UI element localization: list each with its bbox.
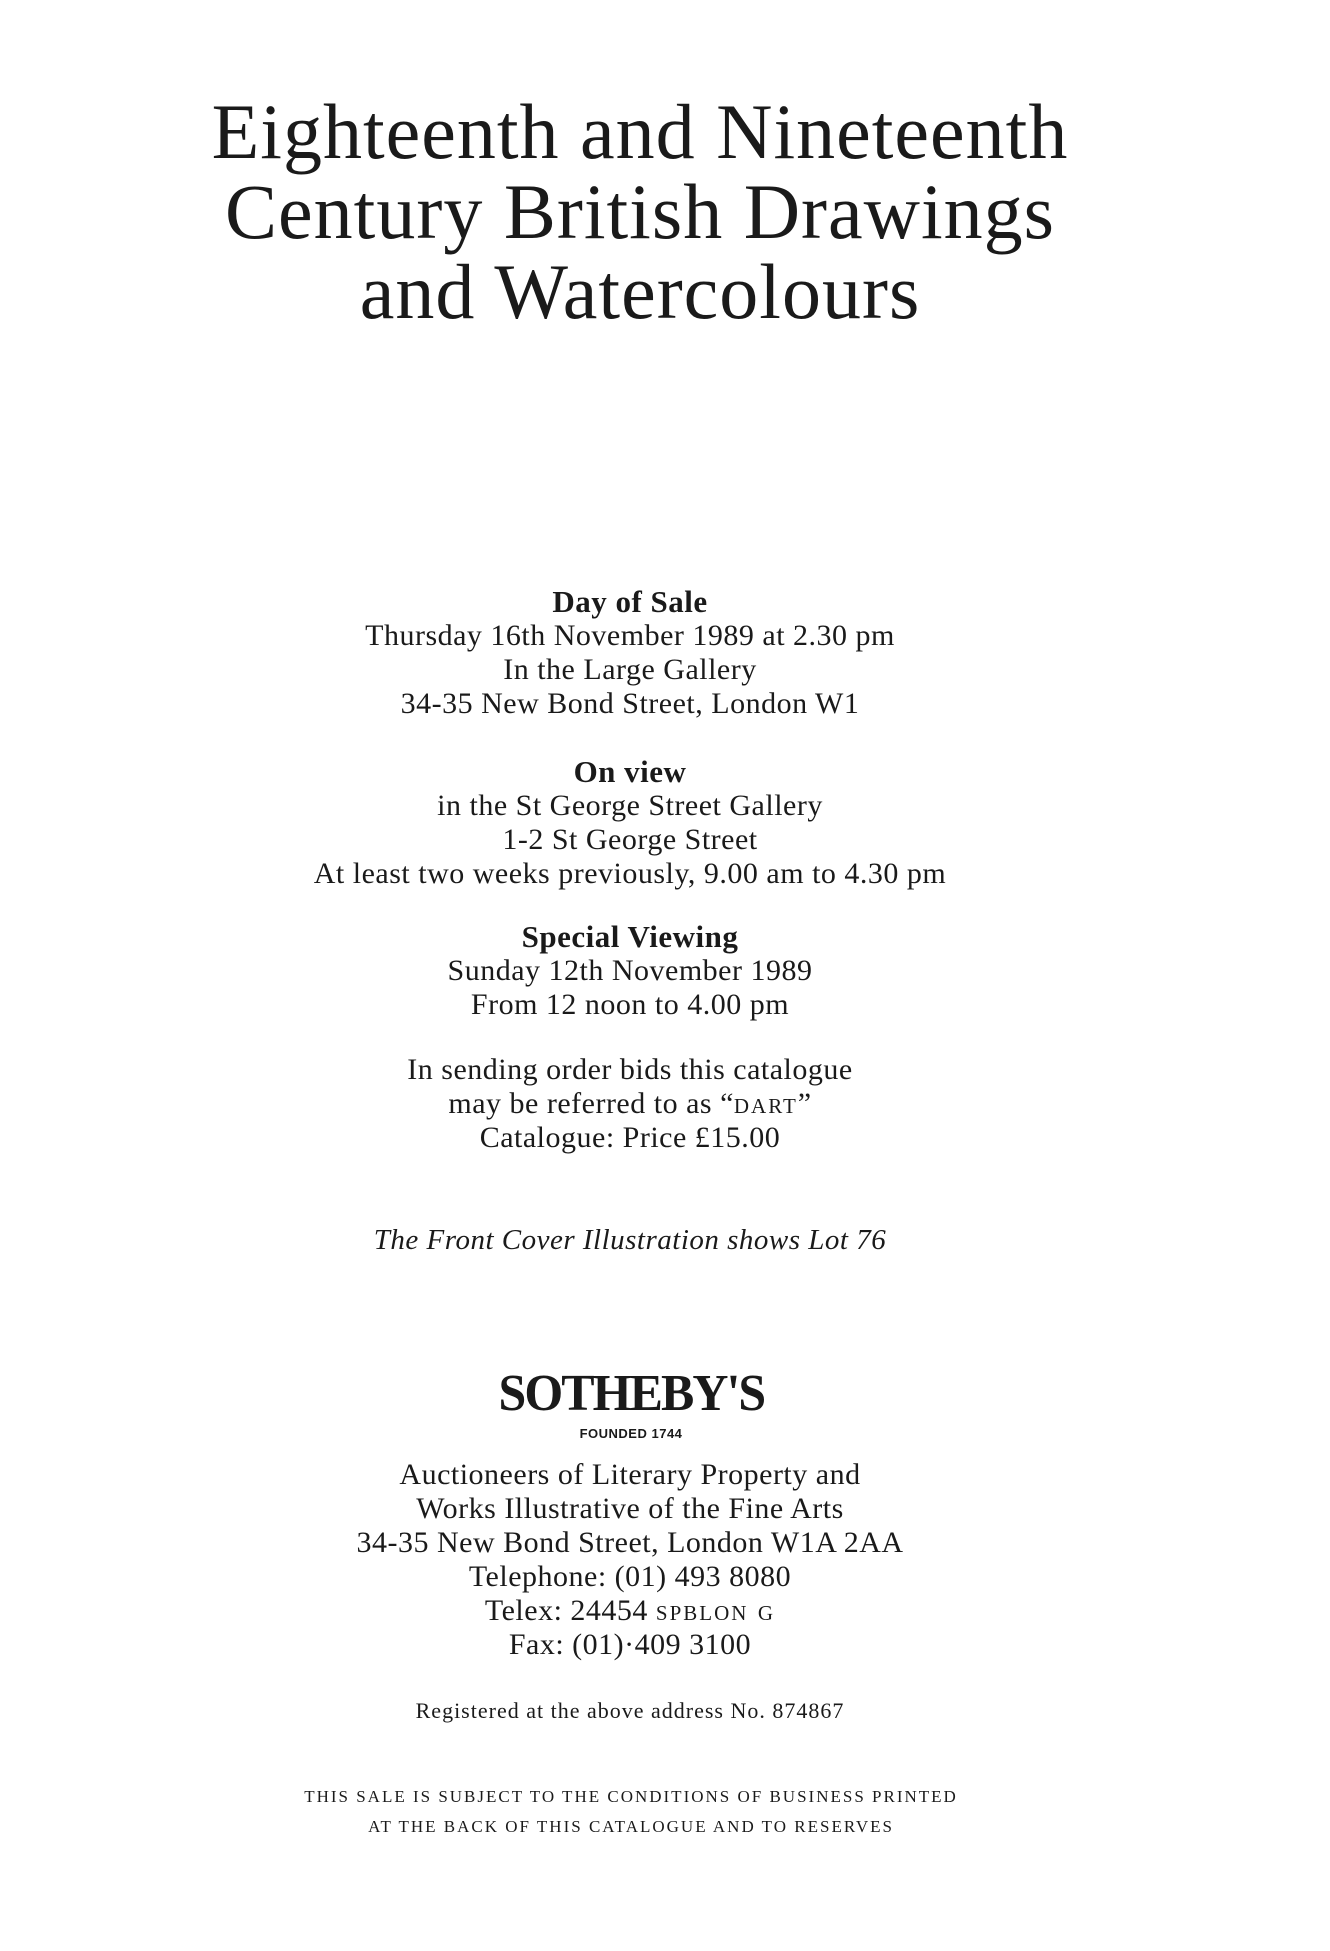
order-bids-line: In sending order bids this catalogue: [407, 1053, 853, 1086]
founded-text: FOUNDED 1744: [579, 1426, 683, 1441]
sale-date: Thursday 16th November 1989 at 2.30 pm: [365, 619, 895, 652]
view-gallery: in the St George Street Gallery: [437, 789, 823, 822]
on-view-heading: On view: [573, 754, 687, 789]
conditions-notice: [0, 1782, 1262, 1842]
conditions-line-2: AT THE BACK OF THIS CATALOGUE AND TO RESERVES: [368, 1817, 894, 1836]
catalogue-title: [0, 88, 1280, 335]
registration-section: [0, 1698, 1260, 1724]
cover-note-section: [0, 1223, 1260, 1257]
special-viewing-date: Sunday 12th November 1989: [447, 954, 813, 987]
sale-address: 34-35 New Bond Street, London W1: [400, 687, 860, 720]
title-line-1: Eighteenth and Nineteenth: [211, 88, 1069, 175]
registered-number: Registered at the above address No. 874867: [415, 1698, 845, 1723]
fax: Fax: (01)·409 3100: [508, 1628, 752, 1661]
special-viewing-heading: Special Viewing: [521, 919, 739, 954]
view-hours: At least two weeks previously, 9.00 am to 4.30 pm: [313, 857, 947, 890]
on-view-section: [0, 755, 1260, 891]
front-cover-note: The Front Cover Illustration shows Lot 76: [373, 1224, 887, 1256]
catalogue-code: dart: [733, 1087, 798, 1120]
order-bids-section: [0, 1053, 1260, 1155]
title-line-2: Century British Drawings: [225, 168, 1055, 255]
special-viewing-hours: From 12 noon to 4.00 pm: [470, 988, 790, 1021]
catalogue-code-suffix: ”: [797, 1087, 812, 1120]
telex-number: Telex: 24454: [484, 1594, 656, 1627]
day-of-sale-heading: Day of Sale: [552, 584, 708, 619]
sale-gallery: In the Large Gallery: [503, 653, 757, 686]
auctioneer-address: 34-35 New Bond Street, London W1A 2AA: [356, 1526, 904, 1559]
special-viewing-section: [0, 920, 1260, 1022]
day-of-sale-section: [0, 585, 1260, 721]
auctioneer-line-2: Works Illustrative of the Fine Arts: [416, 1492, 844, 1525]
telex: [0, 1594, 1260, 1628]
telephone: Telephone: (01) 493 8080: [468, 1560, 792, 1593]
view-address: 1-2 St George Street: [502, 823, 758, 856]
telex-code: spblon g: [655, 1594, 776, 1627]
catalogue-price: Catalogue: Price £15.00: [479, 1121, 781, 1154]
conditions-line-1: THIS SALE IS SUBJECT TO THE CONDITIONS OF BUSINESS PRINTED: [304, 1787, 958, 1806]
auctioneer-details: [0, 1458, 1260, 1662]
title-line-3: and Watercolours: [359, 248, 921, 335]
sothebys-logo: [0, 1365, 1262, 1441]
sothebys-logo-wordmark: SOTHEBY'S: [498, 1365, 764, 1422]
catalogue-code-prefix: may be referred to as “: [448, 1087, 734, 1120]
catalogue-code-line: [0, 1087, 1260, 1121]
auctioneer-line-1: Auctioneers of Literary Property and: [399, 1458, 861, 1491]
